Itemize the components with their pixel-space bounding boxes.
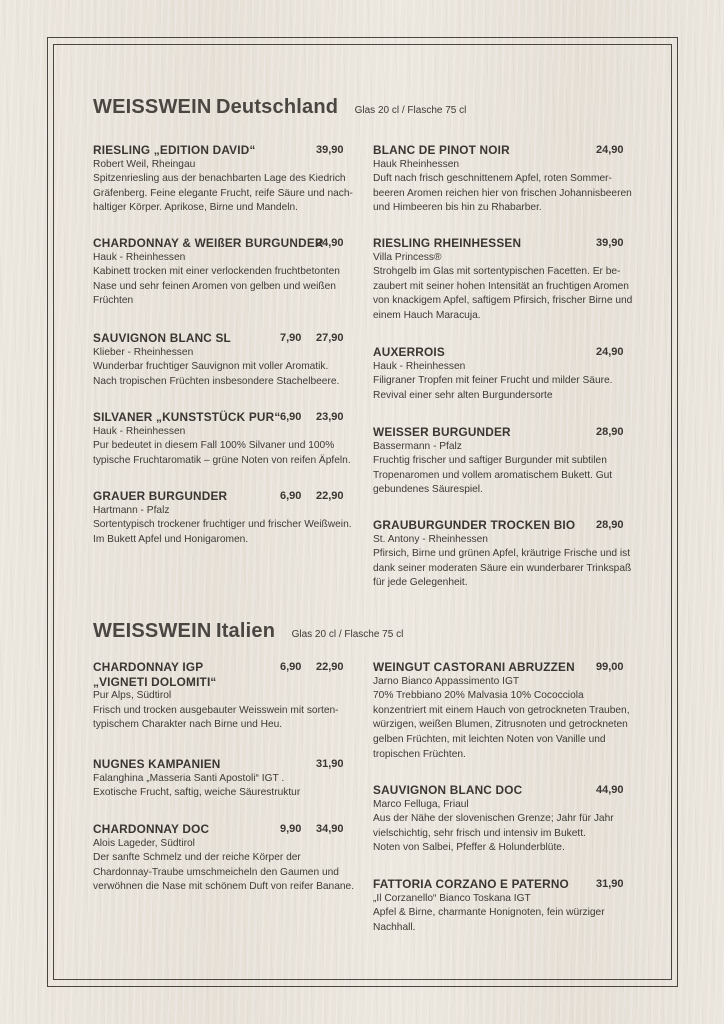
- wine-description-line: und Himbeeren bis hin zu Rhabarber.: [373, 202, 542, 214]
- price-glass: 6,90: [280, 490, 302, 502]
- wine-description-line: 70% Trebbiano 20% Malvasia 10% Cococciola: [373, 690, 584, 702]
- wine-name: WEINGUT CASTORANI ABRUZZEN: [373, 660, 575, 674]
- wine-item: [373, 345, 633, 403]
- wine-producer: Robert Weil, Rheingau: [93, 158, 196, 170]
- wine-description-line: Frisch und trocken ausgebauter Weisswein mit sorten-: [93, 704, 339, 716]
- wine-item: [373, 236, 633, 324]
- wine-name: BLANC DE PINOT NOIR: [373, 143, 510, 157]
- wine-producer: Bassermann - Pfalz: [373, 440, 462, 452]
- wine-producer: Falanghina „Masseria Santi Apostoli“ IGT .: [93, 772, 285, 784]
- wine-item: [373, 783, 633, 856]
- wine-name: CHARDONNAY DOC: [93, 822, 210, 836]
- wine-description-line: Apfel & Birne, charmante Honignoten, fein würziger: [373, 907, 605, 919]
- wine-description-line: Aus der Nähe der slovenischen Grenze; Jahr für Jahr: [373, 813, 614, 825]
- section-subtitle: Glas 20 cl / Flasche 75 cl: [354, 105, 467, 116]
- price-glass: 6,90: [280, 411, 302, 423]
- wine-description-line: Im Bukett Apfel und Honigaromen.: [93, 533, 249, 545]
- wine-description-line: Nachhall.: [373, 921, 416, 933]
- wine-description-line: dank seiner moderaten Säure ein wunderbarer Trinkspaß: [373, 562, 632, 574]
- price-bottle: 99,00: [596, 661, 624, 673]
- wine-item: [373, 877, 633, 935]
- wine-item: [93, 331, 351, 389]
- wine-producer: Klieber - Rheinhessen: [93, 346, 194, 358]
- wine-producer: Alois Lageder, Südtirol: [93, 837, 195, 849]
- wine-description-line: Der sanfte Schmelz und der reiche Körper der: [93, 852, 301, 864]
- price-bottle: 44,90: [596, 784, 624, 796]
- wine-name: GRAUBURGUNDER TROCKEN BIO: [373, 518, 576, 532]
- wine-description-line: Nach tropischen Früchten insbesondere Stachelbeere.: [93, 375, 340, 387]
- wine-name: GRAUER BURGUNDER: [93, 489, 228, 503]
- wine-name: NUGNES KAMPANIEN: [93, 757, 221, 771]
- wine-producer: Jarno Bianco Appassimento IGT: [373, 675, 520, 687]
- wine-description-line: Sortentypisch trockener fruchtiger und frischer Weißwein.: [93, 519, 352, 531]
- wine-item: [93, 757, 351, 801]
- wine-description-line: Tropenaromen und vollem aromatischem Bukett. Gut: [373, 469, 613, 481]
- wine-producer: „Il Corzanello“ Bianco Toskana IGT: [373, 892, 531, 904]
- wine-name-line2: „VIGNETI DOLOMITI“: [93, 674, 217, 689]
- wine-producer: Villa Princess®: [373, 251, 442, 263]
- wine-description-line: Revival einer sehr alten Burgundersorte: [373, 389, 553, 401]
- wine-item: [93, 660, 351, 733]
- wine-description-line: Strohgelb im Glas mit sortentypischen Facetten. Er be-: [373, 266, 621, 278]
- wine-description-line: Spitzenriesling aus der benachbarten Lage des Kiedrich: [93, 173, 346, 185]
- section-title-main: WEISSWEIN: [93, 620, 212, 642]
- wine-item: [373, 425, 633, 498]
- wine-description-line: Pfirsich, Birne und grünen Apfel, kräutrige Frische und ist: [373, 548, 631, 560]
- wine-description-line: Exotische Frucht, saftig, weiche Säurestruktur: [93, 787, 301, 799]
- price-bottle: 24,90: [596, 346, 624, 358]
- wine-producer: Hauk Rheinhessen: [373, 158, 460, 170]
- wine-item: [373, 143, 633, 216]
- wine-item: [93, 410, 351, 468]
- section-title-region: Deutschland: [215, 96, 339, 118]
- section-subtitle: Glas 20 cl / Flasche 75 cl: [291, 629, 404, 640]
- wine-description-line: von knackigem Apfel, saftigem Pfirsich, frischer Birne und: [373, 295, 633, 307]
- price-bottle: 31,90: [316, 758, 344, 770]
- wine-producer: Hauk - Rheinhessen: [93, 425, 186, 437]
- price-bottle: 24,90: [596, 144, 624, 156]
- wine-description-line: Kabinett trocken mit einer verlockenden fruchtbetonten: [93, 266, 340, 278]
- wine-item: [373, 518, 633, 591]
- wine-name: RIESLING RHEINHESSEN: [373, 236, 522, 250]
- section-title-main: WEISSWEIN: [93, 96, 212, 118]
- price-bottle: 39,90: [316, 144, 344, 156]
- wine-description-line: Wunderbar fruchtiger Sauvignon mit voller Aromatik.: [93, 361, 329, 373]
- price-bottle: 24,90: [316, 237, 344, 249]
- wine-name: RIESLING „EDITION DAVID“: [93, 143, 256, 157]
- wine-description-line: Filigraner Tropfen mit feiner Frucht und milder Säure.: [373, 375, 613, 387]
- wine-name: CHARDONNAY & WEIßER BURGUNDER: [93, 236, 324, 250]
- wine-description-line: tropischen Früchten.: [373, 748, 466, 760]
- wine-description-line: typischem Charakter nach Birne und Heu.: [93, 719, 283, 731]
- wine-producer: Marco Felluga, Friaul: [373, 798, 469, 810]
- wine-description-line: würzigen, weißen Blumen, Zitrusnoten und getrockneten: [373, 719, 628, 731]
- wine-name: SAUVIGNON BLANC SL: [93, 331, 231, 345]
- wine-description-line: gebundenes Säurespiel.: [373, 484, 483, 496]
- wine-description-line: Chardonnay-Traube umschmeicheln den Gaumen und: [93, 866, 339, 878]
- wine-description-line: Fruchtig frischer und saftiger Burgunder mit subtilen: [373, 455, 607, 467]
- wine-description-line: Nase und sehr feinen Aromen von gelben und weißen: [93, 280, 336, 292]
- wine-name: WEISSER BURGUNDER: [373, 425, 511, 439]
- wine-name: SAUVIGNON BLANC DOC: [373, 783, 523, 797]
- price-bottle: 31,90: [596, 878, 624, 890]
- wine-description-line: vielschichtig, sehr frisch und intensiv im Bukett.: [373, 827, 586, 839]
- wine-description-line: verwöhnen die Nase mit schönem Duft von reifer Banane.: [93, 881, 355, 893]
- wine-name: CHARDONNAY IGP: [93, 660, 204, 674]
- price-bottle: 22,90: [316, 490, 344, 502]
- wine-description-line: typische Fruchtaromatik – grüne Noten von reifen Äpfeln.: [93, 454, 351, 466]
- wine-producer: Hauk - Rheinhessen: [93, 251, 186, 263]
- wine-description-line: Noten von Salbei, Pfeffer & Holunderblüte.: [373, 842, 565, 854]
- price-bottle: 27,90: [316, 332, 344, 344]
- wine-item: [93, 236, 351, 309]
- wine-producer: St. Antony - Rheinhessen: [373, 533, 488, 545]
- wine-producer: Hartmann - Pfalz: [93, 504, 170, 516]
- wine-name: AUXERROIS: [373, 345, 445, 359]
- wine-producer: Pur Alps, Südtirol: [93, 690, 172, 702]
- price-bottle: 28,90: [596, 426, 624, 438]
- wine-description-line: konzentriert mit einem Hauch von getrockneten Trauben,: [373, 704, 630, 716]
- wine-item: [373, 660, 633, 762]
- wine-description-line: haltiger Körper. Aprikose, Birne und Mandeln.: [93, 202, 299, 214]
- wine-description-line: gelben Früchten, mit leichten Noten von Vanille und: [373, 733, 606, 745]
- wine-description-line: einem Hauch Maracuja.: [373, 309, 481, 321]
- price-bottle: 22,90: [316, 661, 344, 673]
- wine-producer: Hauk - Rheinhessen: [373, 360, 466, 372]
- price-bottle: 23,90: [316, 411, 344, 423]
- price-glass: 6,90: [280, 661, 302, 673]
- wine-description-line: zaubert mit seiner hohen Intensität an fruchtigen Aromen: [373, 280, 629, 292]
- section-title-deutschland: [93, 96, 466, 119]
- wine-item: [93, 143, 351, 216]
- wine-name: SILVANER „KUNSTSTÜCK PUR“: [93, 410, 281, 424]
- wine-description-line: beeren Aromen reichen hier von frischen Johannisbeeren: [373, 187, 632, 199]
- wine-name: FATTORIA CORZANO E PATERNO: [373, 877, 569, 891]
- section-title-region: Italien: [215, 620, 276, 642]
- price-bottle: 39,90: [596, 237, 624, 249]
- price-glass: 9,90: [280, 823, 302, 835]
- section-title-italien: [93, 620, 403, 643]
- wine-description-line: Duft nach frisch geschnittenem Apfel, roten Sommer-: [373, 173, 612, 185]
- price-glass: 7,90: [280, 332, 302, 344]
- price-bottle: 34,90: [316, 823, 344, 835]
- wine-item: [93, 822, 355, 895]
- wine-description-line: Pur bedeutet in diesem Fall 100% Silvaner und 100%: [93, 440, 335, 452]
- wine-description-line: Früchten: [93, 295, 134, 307]
- wine-description-line: für jede Gelegenheit.: [373, 577, 468, 589]
- wine-description-line: Gräfenberg. Feine elegante Frucht, reife Säure und nach-: [93, 187, 353, 199]
- price-bottle: 28,90: [596, 519, 624, 531]
- wine-item: [93, 489, 351, 547]
